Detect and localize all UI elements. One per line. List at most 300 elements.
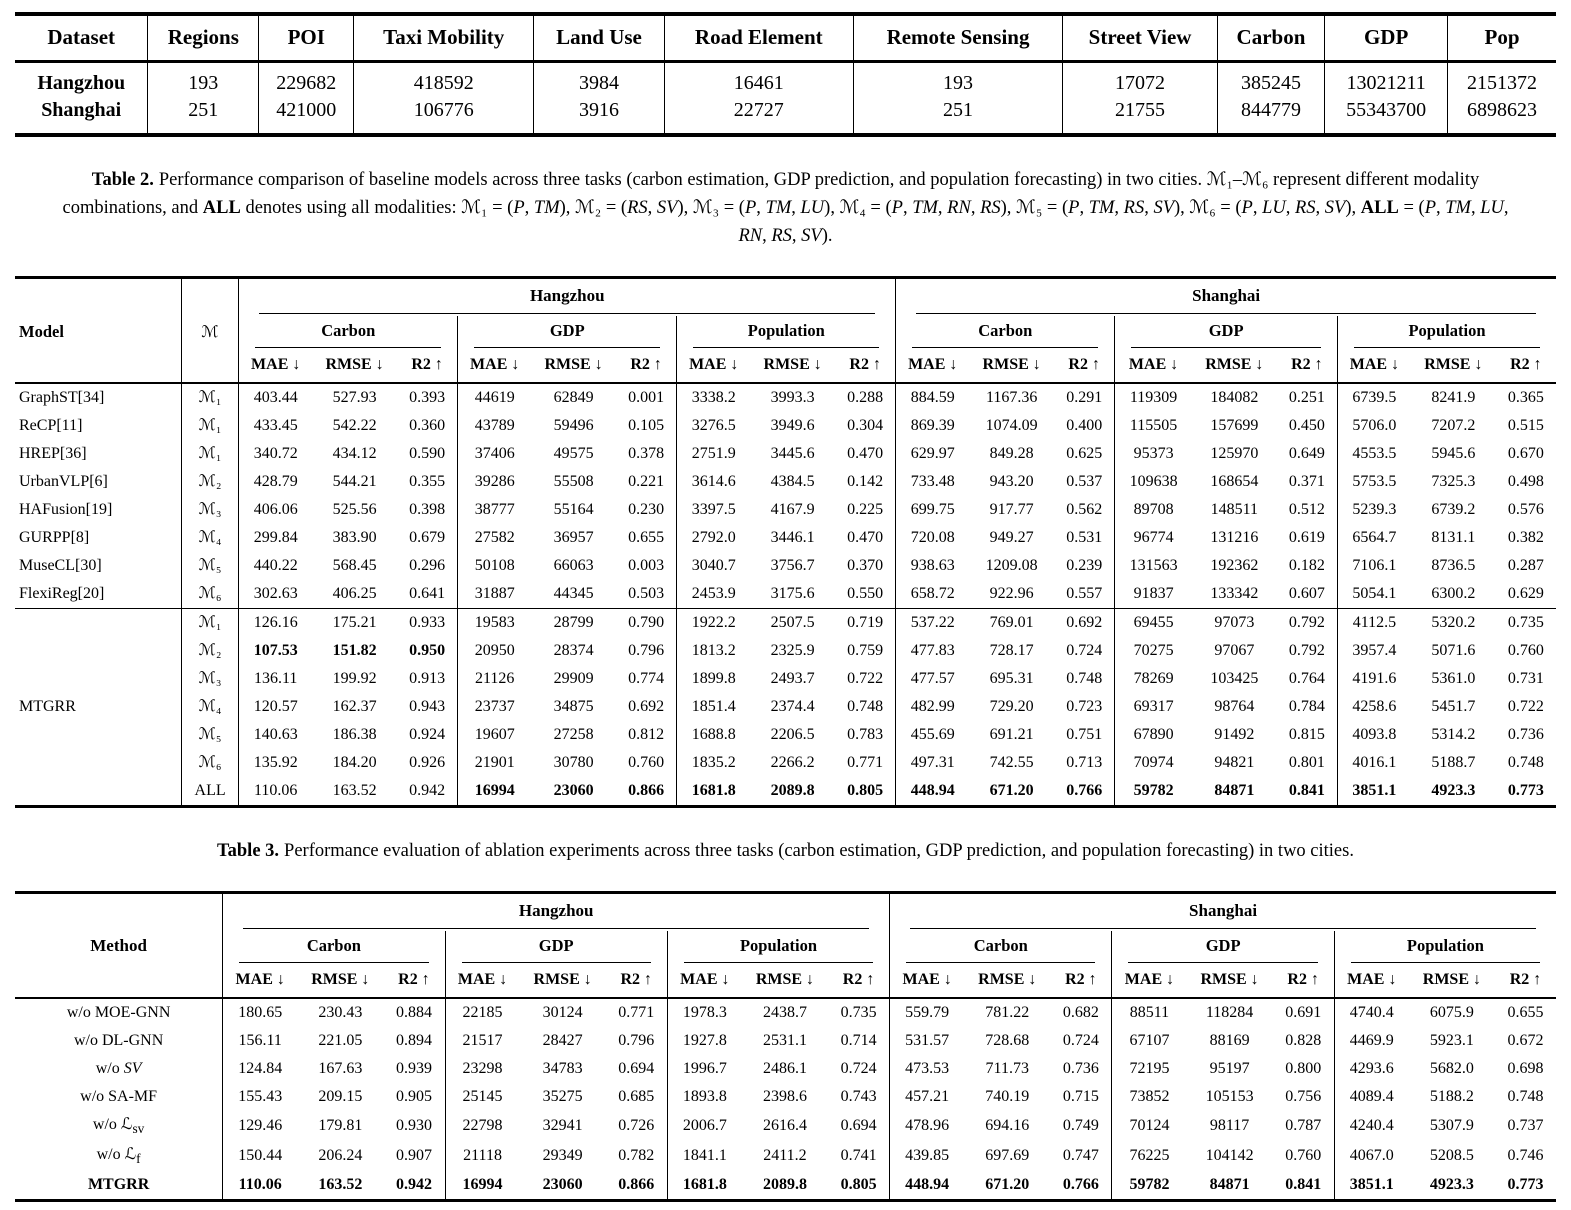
metric-value: 3446.1 xyxy=(770,528,815,546)
metric-value: 39286 xyxy=(458,468,531,496)
metric-header: RMSE ↓ xyxy=(531,350,616,383)
metric-value: 0.655 xyxy=(1507,1003,1544,1021)
metric-value: 544.21 xyxy=(332,472,377,490)
method-column-header: Method xyxy=(15,893,223,998)
metric-value: 22798 xyxy=(445,1111,520,1141)
metric-value: 0.943 xyxy=(409,697,446,715)
metric-value: 2438.7 xyxy=(762,1003,807,1021)
metric-value: 4923.3 xyxy=(1431,781,1476,799)
dataset-value: 16461 xyxy=(664,62,853,98)
modality-value: ℳ₃ xyxy=(181,496,238,524)
metric-value: 671.20 xyxy=(989,781,1034,799)
header-metrics-row xyxy=(15,350,1556,383)
metric-value: 6075.9 xyxy=(1429,1003,1474,1021)
metric-value: 0.759 xyxy=(847,641,884,659)
metric-value: 0.950 xyxy=(409,641,446,659)
metric-value: 2616.4 xyxy=(762,1116,807,1134)
metric-value: 439.85 xyxy=(890,1141,965,1171)
metric-value: 0.907 xyxy=(395,1146,432,1164)
metric-header: RMSE ↓ xyxy=(1411,350,1496,383)
metric-value: 0.304 xyxy=(847,416,884,434)
metric-value: 59782 xyxy=(1115,777,1192,807)
metric-value: 115505 xyxy=(1115,412,1192,440)
mtgrr-row xyxy=(15,608,1556,637)
baseline-row xyxy=(15,496,1556,524)
metric-value: 0.400 xyxy=(1066,416,1103,434)
metric-value: 19607 xyxy=(458,721,531,749)
metric-value: 105153 xyxy=(1205,1087,1254,1105)
model-name: HREP[36] xyxy=(19,444,87,462)
metric-value: 0.450 xyxy=(1288,416,1325,434)
metric-value: 0.735 xyxy=(1496,608,1556,637)
metric-value: 0.503 xyxy=(628,584,665,602)
metric-header: RMSE ↓ xyxy=(1186,965,1272,998)
metric-value: 103425 xyxy=(1210,669,1259,687)
metric-value: 1841.1 xyxy=(667,1141,742,1171)
metric-value: 109638 xyxy=(1115,468,1192,496)
metric-value: 98764 xyxy=(1214,697,1255,715)
metric-value: 21118 xyxy=(445,1141,520,1171)
metric-header: MAE ↓ xyxy=(1337,350,1410,383)
metric-value: 0.398 xyxy=(409,500,446,518)
metric-value: 0.679 xyxy=(409,528,446,546)
metric-value: 0.722 xyxy=(1507,697,1544,715)
metric-value: 922.96 xyxy=(989,584,1034,602)
city-header-label: Hangzhou xyxy=(259,281,875,314)
metric-value: 107.53 xyxy=(239,637,312,665)
metric-value: 0.815 xyxy=(1288,725,1325,743)
metric-value: 131563 xyxy=(1115,552,1192,580)
metric-value: 0.531 xyxy=(1066,528,1103,546)
metric-value: 163.52 xyxy=(318,1175,363,1193)
metric-value: 0.619 xyxy=(1288,528,1325,546)
method-name: w/o DL-GNN xyxy=(73,1031,164,1049)
metric-value: 0.737 xyxy=(1507,1116,1544,1134)
metric-value: 6739.5 xyxy=(1337,383,1410,412)
metric-header: MAE ↓ xyxy=(458,350,531,383)
baseline-row xyxy=(15,412,1556,440)
method-name: MTGRR xyxy=(87,1175,150,1193)
metric-value: 0.771 xyxy=(847,753,884,771)
metric-value: 0.774 xyxy=(628,669,665,687)
metric-value: 1681.8 xyxy=(677,777,750,807)
metric-value: 168654 xyxy=(1210,472,1259,490)
model-name: FlexiReg[20] xyxy=(19,584,105,602)
metric-value: 5361.0 xyxy=(1431,669,1476,687)
metric-value: 5706.0 xyxy=(1337,412,1410,440)
metric-header: R2 ↑ xyxy=(383,965,445,998)
metric-value: 0.841 xyxy=(1285,1175,1322,1193)
task-header-label: Population xyxy=(1354,318,1540,348)
metric-value: 4293.6 xyxy=(1334,1055,1409,1083)
metric-value: 0.748 xyxy=(1507,753,1544,771)
metric-value: 4240.4 xyxy=(1334,1111,1409,1141)
city-header-label: Hangzhou xyxy=(243,896,869,929)
metric-value: 440.22 xyxy=(239,552,312,580)
metric-value: 4089.4 xyxy=(1334,1083,1409,1111)
metric-value: 0.760 xyxy=(1507,641,1544,659)
metric-value: 0.590 xyxy=(409,444,446,462)
metric-value: 4067.0 xyxy=(1334,1141,1409,1171)
metric-value: 720.08 xyxy=(896,524,969,552)
metric-header: MAE ↓ xyxy=(890,965,965,998)
metric-value: 0.142 xyxy=(847,472,884,490)
metric-value: 455.69 xyxy=(896,721,969,749)
metric-value: 175.21 xyxy=(312,608,397,637)
metric-value: 55508 xyxy=(553,472,594,490)
dataset-value: 6898623 xyxy=(1448,97,1556,135)
column-header: Dataset xyxy=(15,14,148,62)
metric-value: 0.393 xyxy=(409,388,446,406)
metric-value: 2751.9 xyxy=(677,440,750,468)
metric-value: 531.57 xyxy=(890,1027,965,1055)
metric-value: 943.20 xyxy=(989,472,1034,490)
metric-value: 27582 xyxy=(458,524,531,552)
dataset-value: 418592 xyxy=(354,62,534,98)
metric-value: 1209.08 xyxy=(985,556,1038,574)
ablation-row xyxy=(15,1083,1556,1111)
metric-value: 5071.6 xyxy=(1431,641,1476,659)
dataset-value: 3984 xyxy=(534,62,665,98)
metric-value: 119309 xyxy=(1115,383,1192,412)
metric-value: 151.82 xyxy=(332,641,377,659)
metric-value: 0.682 xyxy=(1062,1003,1099,1021)
metric-value: 0.796 xyxy=(618,1031,655,1049)
metric-value: 59496 xyxy=(553,416,594,434)
metric-value: 0.291 xyxy=(1066,388,1103,406)
metric-value: 162.37 xyxy=(332,697,377,715)
metric-value: 28374 xyxy=(553,641,594,659)
metric-value: 1688.8 xyxy=(677,721,750,749)
metric-value: 37406 xyxy=(458,440,531,468)
metric-value: 44619 xyxy=(458,383,531,412)
metric-value: 711.73 xyxy=(985,1059,1029,1077)
metric-value: 94821 xyxy=(1214,753,1255,771)
mtgrr-row xyxy=(15,637,1556,665)
baseline-row xyxy=(15,468,1556,496)
column-header: GDP xyxy=(1325,14,1448,62)
model-name: ReCP[11] xyxy=(19,416,83,434)
table2-caption-text: Performance comparison of baseline models across three tasks (carbon estimation, GDP prediction, and population forecasting) in two cities. ℳ₁–ℳ₆ represent different modality combinations, and ALL denotes using all modalities: ℳ₁ = (P, TM), ℳ₂ = (RS, SV), ℳ₃ = (P, TM, LU), ℳ₄ = (P, TM, RN, RS), ℳ₅ = (P, TM, RS, SV), ℳ₆ = (P, LU, RS, SV), ALL = (P, TM, LU, RN, RS, SV). xyxy=(62,170,1509,246)
metric-value: 0.796 xyxy=(628,641,665,659)
metric-header: MAE ↓ xyxy=(896,350,969,383)
header-cities-row xyxy=(15,278,1556,316)
metric-value: 3338.2 xyxy=(677,383,750,412)
metric-value: 0.792 xyxy=(1288,641,1325,659)
metric-value: 4923.3 xyxy=(1429,1175,1474,1193)
metric-value: 23298 xyxy=(445,1055,520,1083)
column-header: Taxi Mobility xyxy=(354,14,534,62)
metric-value: 0.370 xyxy=(847,556,884,574)
metric-value: 671.20 xyxy=(985,1175,1030,1193)
metric-header: R2 ↑ xyxy=(1273,965,1335,998)
table2-caption-label: Table 2. xyxy=(91,170,154,190)
metric-value: 84871 xyxy=(1209,1175,1250,1193)
metric-value: 2398.6 xyxy=(762,1087,807,1105)
metric-value: 97073 xyxy=(1192,608,1277,637)
baseline-row xyxy=(15,440,1556,468)
metric-value: 180.65 xyxy=(223,998,298,1027)
metric-value: 302.63 xyxy=(239,580,312,609)
metric-value: 428.79 xyxy=(239,468,312,496)
metric-value: 120.57 xyxy=(239,693,312,721)
metric-value: 0.784 xyxy=(1288,697,1325,715)
city-header xyxy=(896,278,1556,316)
method-name: w/o SA-MF xyxy=(80,1087,158,1105)
metric-value: 478.96 xyxy=(890,1111,965,1141)
metric-value: 3175.6 xyxy=(770,584,815,602)
metric-value: 125970 xyxy=(1210,444,1259,462)
dataset-value: 844779 xyxy=(1217,97,1324,135)
task-header-label: Carbon xyxy=(239,933,428,963)
metric-value: 0.736 xyxy=(1507,725,1544,743)
metric-value: 0.766 xyxy=(1066,781,1103,799)
model-name: MTGRR xyxy=(15,608,181,806)
metric-value: 0.913 xyxy=(409,669,446,687)
metric-value: 0.723 xyxy=(1066,697,1103,715)
metric-value: 729.20 xyxy=(989,697,1034,715)
metric-value: 1893.8 xyxy=(667,1083,742,1111)
metric-value: 0.724 xyxy=(840,1059,877,1077)
metric-value: 156.11 xyxy=(223,1027,298,1055)
metric-value: 0.641 xyxy=(409,584,446,602)
metric-value: 6300.2 xyxy=(1431,584,1476,602)
baseline-row xyxy=(15,524,1556,552)
metric-value: 25145 xyxy=(445,1083,520,1111)
metric-value: 482.99 xyxy=(896,693,969,721)
metric-value: 742.55 xyxy=(989,753,1034,771)
metric-value: 559.79 xyxy=(890,998,965,1027)
metric-value: 184.20 xyxy=(332,753,377,771)
column-header: Regions xyxy=(148,14,259,62)
model-name: UrbanVLP[6] xyxy=(19,472,108,490)
metric-value: 16994 xyxy=(445,1171,520,1201)
model-name: GraphST[34] xyxy=(19,388,105,406)
metric-value: 0.805 xyxy=(847,781,884,799)
metric-value: 448.94 xyxy=(890,1171,965,1201)
metric-value: 49575 xyxy=(553,444,594,462)
city-header xyxy=(223,893,890,931)
task-header-label: Population xyxy=(693,318,879,348)
header-tasks-row xyxy=(15,931,1556,965)
metric-value: 0.756 xyxy=(1285,1087,1322,1105)
metric-value: 29349 xyxy=(542,1146,583,1164)
metric-value: 0.470 xyxy=(847,528,884,546)
metric-value: 2411.2 xyxy=(763,1146,807,1164)
metric-value: 0.748 xyxy=(847,697,884,715)
metric-value: 0.782 xyxy=(618,1146,655,1164)
metric-value: 0.692 xyxy=(1054,608,1115,637)
metric-value: 781.22 xyxy=(985,1003,1030,1021)
dataset-value: 3916 xyxy=(534,97,665,135)
metric-value: 28427 xyxy=(542,1031,583,1049)
metric-header: R2 ↑ xyxy=(828,965,890,998)
metric-value: 629.97 xyxy=(896,440,969,468)
metric-value: 0.930 xyxy=(395,1116,432,1134)
city-header-label: Shanghai xyxy=(916,281,1536,314)
metric-header: MAE ↓ xyxy=(239,350,312,383)
metric-value: 740.19 xyxy=(985,1087,1030,1105)
metric-value: 2089.8 xyxy=(770,781,815,799)
metric-value: 0.629 xyxy=(1507,584,1544,602)
mtgrr-row xyxy=(15,721,1556,749)
metric-value: 2325.9 xyxy=(770,641,815,659)
metric-value: 27258 xyxy=(553,725,594,743)
metric-value: 3276.5 xyxy=(677,412,750,440)
metric-value: 19583 xyxy=(458,608,531,637)
metric-value: 477.83 xyxy=(896,637,969,665)
metric-value: 76225 xyxy=(1112,1141,1187,1171)
dataset-value: 106776 xyxy=(354,97,534,135)
metric-value: 118284 xyxy=(1205,1003,1254,1021)
metric-value: 0.749 xyxy=(1062,1116,1099,1134)
metric-value: 3993.3 xyxy=(770,388,815,406)
metric-value: 694.16 xyxy=(985,1116,1030,1134)
modality-value: ℳ₄ xyxy=(181,524,238,552)
metric-value: 98117 xyxy=(1209,1116,1250,1134)
metric-value: 0.735 xyxy=(840,1003,877,1021)
metric-value: 4167.9 xyxy=(770,500,815,518)
metric-value: 36957 xyxy=(553,528,594,546)
task-header-label: GDP xyxy=(474,318,660,348)
task-header xyxy=(1337,316,1556,350)
metric-value: 21517 xyxy=(445,1027,520,1055)
metric-value: 192362 xyxy=(1210,556,1259,574)
metric-value: 44345 xyxy=(553,584,594,602)
metric-value: 59782 xyxy=(1112,1171,1187,1201)
metric-value: 0.748 xyxy=(1507,1087,1544,1105)
metric-value: 91837 xyxy=(1115,580,1192,609)
metric-value: 434.12 xyxy=(332,444,377,462)
metric-value: 0.719 xyxy=(835,608,896,637)
metric-value: 884.59 xyxy=(896,383,969,412)
city-header xyxy=(239,278,896,316)
mtgrr-row xyxy=(15,693,1556,721)
metric-value: 1922.2 xyxy=(677,608,750,637)
task-header-label: Carbon xyxy=(906,933,1095,963)
metric-header: R2 ↑ xyxy=(1050,965,1112,998)
metric-value: 206.24 xyxy=(318,1146,363,1164)
metric-header: MAE ↓ xyxy=(223,965,298,998)
metric-value: 0.942 xyxy=(395,1175,432,1193)
metric-value: 0.771 xyxy=(618,1003,655,1021)
metric-header: RMSE ↓ xyxy=(1192,350,1277,383)
header-tasks-row xyxy=(15,316,1556,350)
metric-value: 0.760 xyxy=(1285,1146,1322,1164)
metric-value: 0.470 xyxy=(847,444,884,462)
mtgrr-row xyxy=(15,665,1556,693)
metric-value: 5753.5 xyxy=(1337,468,1410,496)
metric-value: 3397.5 xyxy=(677,496,750,524)
modality-value: ALL xyxy=(181,777,238,807)
baseline-row xyxy=(15,580,1556,609)
metric-value: 5945.6 xyxy=(1431,444,1476,462)
column-header: POI xyxy=(259,14,354,62)
metric-value: 0.694 xyxy=(618,1059,655,1077)
modality-value: ℳ₂ xyxy=(181,637,238,665)
metric-value: 0.607 xyxy=(1288,584,1325,602)
metric-value: 88169 xyxy=(1209,1031,1250,1049)
metric-value: 3957.4 xyxy=(1337,637,1410,665)
modality-value: ℳ₆ xyxy=(181,749,238,777)
metric-value: 537.22 xyxy=(896,608,969,637)
metric-value: 0.924 xyxy=(409,725,446,743)
metric-value: 230.43 xyxy=(318,1003,363,1021)
metric-value: 221.05 xyxy=(318,1031,363,1049)
metric-value: 136.11 xyxy=(239,665,312,693)
mtgrr-row xyxy=(15,749,1556,777)
metric-value: 35275 xyxy=(542,1087,583,1105)
metric-value: 110.06 xyxy=(239,777,312,807)
metric-value: 0.515 xyxy=(1507,416,1544,434)
metric-header: MAE ↓ xyxy=(1115,350,1192,383)
metric-value: 2453.9 xyxy=(677,580,750,609)
metric-header: MAE ↓ xyxy=(667,965,742,998)
metric-header: RMSE ↓ xyxy=(742,965,828,998)
metric-value: 3851.1 xyxy=(1334,1171,1409,1201)
metric-value: 5188.7 xyxy=(1431,753,1476,771)
model-column-header: Model xyxy=(19,322,64,342)
metric-value: 126.16 xyxy=(239,608,312,637)
metric-value: 30124 xyxy=(542,1003,583,1021)
metric-value: 133342 xyxy=(1210,584,1259,602)
metric-value: 0.672 xyxy=(1507,1031,1544,1049)
metric-value: 0.790 xyxy=(616,608,677,637)
metric-header: R2 ↑ xyxy=(835,350,896,383)
metric-value: 2266.2 xyxy=(770,753,815,771)
dataset-value: 229682 xyxy=(259,62,354,98)
metric-value: 5320.2 xyxy=(1411,608,1496,637)
dataset-row xyxy=(15,62,1556,98)
dataset-header-row xyxy=(15,14,1556,62)
metric-value: 16994 xyxy=(458,777,531,807)
city-header-label: Shanghai xyxy=(910,896,1536,929)
task-header xyxy=(239,316,458,350)
metric-value: 0.378 xyxy=(628,444,665,462)
metric-value: 0.884 xyxy=(395,1003,432,1021)
metric-value: 129.46 xyxy=(223,1111,298,1141)
metric-value: 4258.6 xyxy=(1337,693,1410,721)
metric-value: 0.866 xyxy=(628,781,665,799)
metric-value: 0.766 xyxy=(1062,1175,1099,1193)
column-header: Road Element xyxy=(664,14,853,62)
model-name: GURPP[8] xyxy=(19,528,90,546)
metric-value: 0.001 xyxy=(628,388,665,406)
metric-value: 4553.5 xyxy=(1337,440,1410,468)
metric-value: 124.84 xyxy=(223,1055,298,1083)
metric-value: 0.939 xyxy=(395,1059,432,1077)
metric-header: R2 ↑ xyxy=(1277,350,1338,383)
metric-value: 179.81 xyxy=(318,1116,363,1134)
metric-header: R2 ↑ xyxy=(1054,350,1115,383)
dataset-value: 17072 xyxy=(1063,62,1217,98)
metric-value: 1167.36 xyxy=(985,388,1038,406)
metric-value: 0.751 xyxy=(1066,725,1103,743)
metric-header: MAE ↓ xyxy=(1112,965,1187,998)
metric-value: 2493.7 xyxy=(770,669,815,687)
metric-header: RMSE ↓ xyxy=(1409,965,1495,998)
task-header xyxy=(1112,931,1334,965)
metric-value: 8241.9 xyxy=(1431,388,1476,406)
metric-value: 110.06 xyxy=(223,1171,298,1201)
task-header xyxy=(896,316,1115,350)
metric-value: 0.905 xyxy=(395,1087,432,1105)
ablation-row xyxy=(15,1027,1556,1055)
metric-value: 7207.2 xyxy=(1431,416,1476,434)
metric-value: 0.360 xyxy=(409,416,446,434)
metric-value: 917.77 xyxy=(989,500,1034,518)
metric-value: 0.562 xyxy=(1066,500,1103,518)
